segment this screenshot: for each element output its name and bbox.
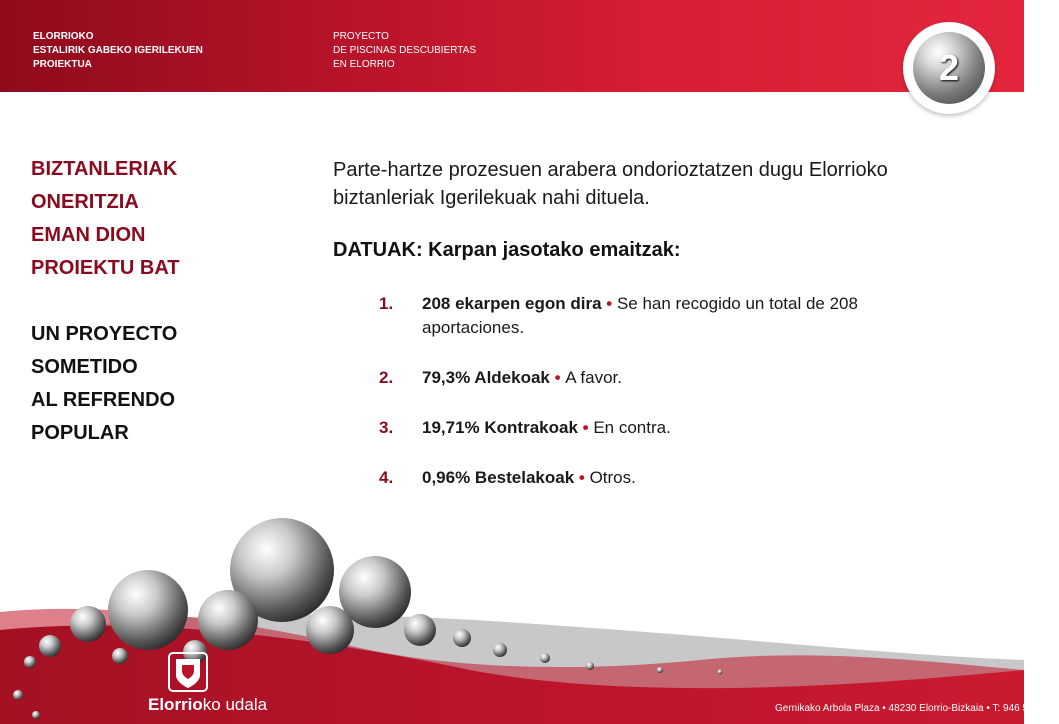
bubble (404, 614, 436, 646)
list-item (379, 466, 919, 490)
coat-of-arms-logo (166, 651, 210, 693)
header-title-spanish: PROYECTO DE PISCINAS DESCUBIERTAS EN ELORRIO (333, 31, 476, 70)
result-basque: 79,3% Aldekoak (422, 368, 550, 387)
water-bubbles-footer (0, 520, 1024, 724)
left-heading-basque: BIZTANLERIAK ONERITZIA EMAN DION PROIEKTU BAT (31, 158, 180, 279)
bubble (453, 629, 471, 647)
list-item (379, 366, 919, 390)
bullet-separator: • (601, 294, 617, 313)
header-title-basque: ELORRIOKO ESTALIRIK GABEKO IGERILEKUEN PROIEKTUA (33, 31, 203, 70)
bubble (112, 648, 128, 664)
bubble (718, 670, 723, 675)
bubble (108, 570, 188, 650)
page-number: 2 (938, 47, 960, 88)
list-number: 3. (379, 418, 394, 437)
result-spanish: A favor. (565, 368, 622, 387)
sphere-icon (913, 32, 985, 104)
result-basque: 0,96% Bestelakoak (422, 468, 575, 487)
bubble (540, 653, 550, 663)
result-spanish: En contra. (593, 418, 671, 437)
bubble (657, 667, 663, 673)
list-item (379, 292, 919, 340)
bullet-separator: • (574, 468, 590, 487)
list-item (379, 416, 919, 440)
footer-address: Gernikako Arbola Plaza • 48230 Elorrio-Bizkaia • T: 946 582 712 (775, 703, 1059, 714)
result-spanish: Otros. (589, 468, 636, 487)
bullet-separator: • (549, 368, 566, 387)
bubble (13, 690, 23, 700)
bubble (198, 590, 258, 650)
page-number-badge (903, 22, 995, 114)
intro-paragraph: Parte-hartze prozesuen arabera ondorioztatzen dugu Elorrioko biztanleriak Igerilekuak nahi dituela. (333, 159, 888, 209)
list-number: 2. (379, 368, 394, 387)
bubble (70, 606, 106, 642)
bullet-separator: • (577, 418, 594, 437)
list-number: 1. (379, 294, 394, 313)
bubble (586, 662, 594, 670)
result-spanish: Se han recogido un total de 208 aportaciones. (422, 294, 858, 337)
bubble (32, 711, 40, 719)
result-basque: 19,71% Kontrakoak (422, 418, 578, 437)
bubble (493, 643, 507, 657)
bubble (24, 656, 36, 668)
bubble (306, 606, 354, 654)
results-heading: DATUAK: Karpan jasotako emaitzak: (333, 239, 681, 261)
list-number: 4. (379, 468, 394, 487)
bubble (39, 635, 61, 657)
results-list (379, 292, 919, 516)
left-heading-spanish: UN PROYECTO SOMETIDO AL REFRENDO POPULAR (31, 323, 178, 444)
result-basque: 208 ekarpen egon dira (422, 294, 602, 313)
header-band (0, 0, 1024, 92)
logo-wordmark: Elorrioko udala (148, 695, 268, 714)
